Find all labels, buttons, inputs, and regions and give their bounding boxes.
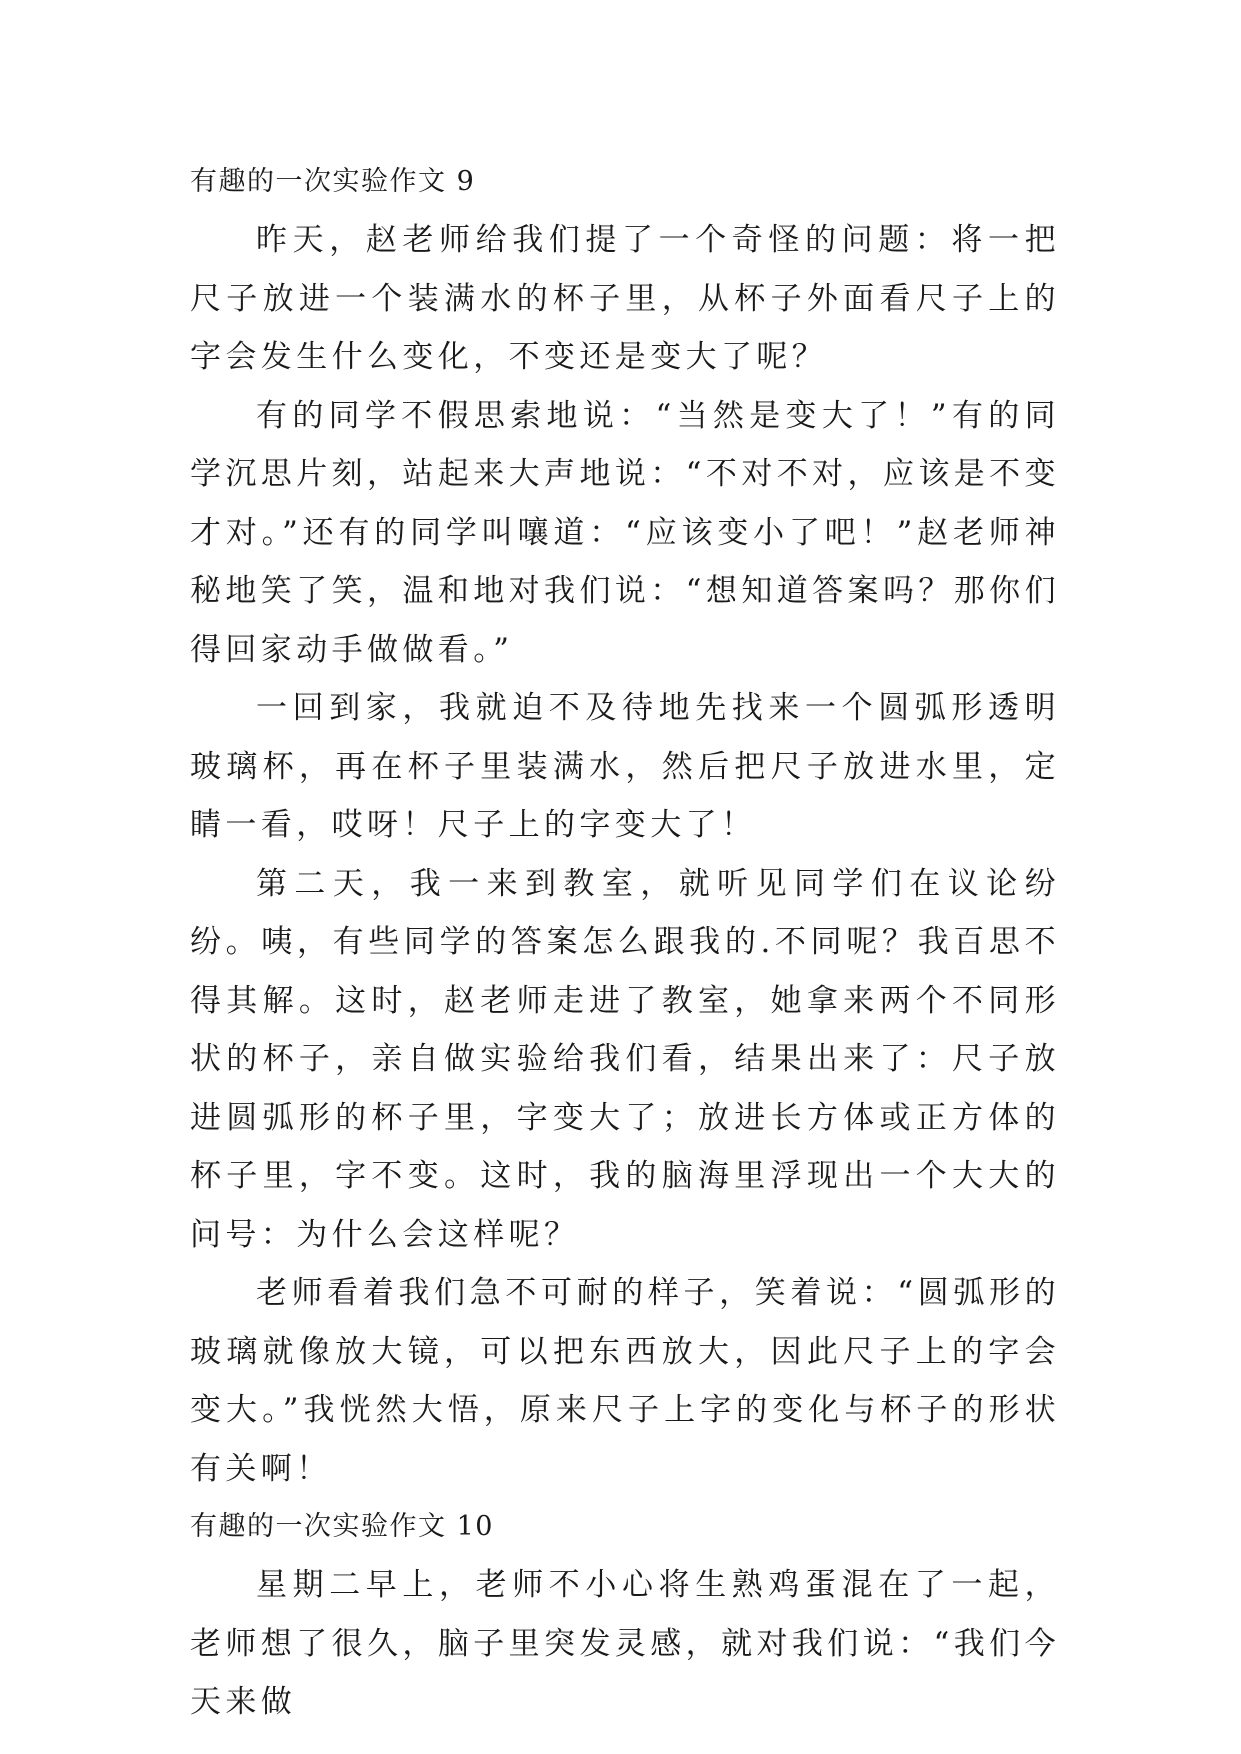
document-content <box>190 153 1060 1732</box>
paragraph: 一回到家，我就迫不及待地先找来一个圆弧形透明玻璃杯，再在杯子里装满水，然后把尺子放进水里，定睛一看，哎呀！尺子上的字变大了！ <box>190 690 1060 843</box>
paragraph: 第二天，我一来到教室，就听见同学们在议论纷纷。咦，有些同学的答案怎么跟我的.不同呢？我百思不得其解。这时，赵老师走进了教室，她拿来两个不同形状的杯子，亲自做实验给我们看，结果出来了：尺子放进圆弧形的杯子里，字变大了；放进长方体或正方体的杯子里，字不变。这时，我的脑海里浮现出一个大大的问号：为什么会这样呢？ <box>190 865 1060 1253</box>
paragraph: 老师看着我们急不可耐的样子，笑着说：“圆弧形的玻璃就像放大镜，可以把东西放大，因此尺子上的字会变大。”我恍然大悟，原来尺子上字的变化与杯子的形状有关啊！ <box>190 1275 1060 1487</box>
essay-section <box>190 1498 1060 1732</box>
paragraph: 昨天，赵老师给我们提了一个奇怪的问题：将一把尺子放进一个装满水的杯子里，从杯子外面看尺子上的字会发生什么变化，不变还是变大了呢？ <box>190 222 1060 375</box>
essay-title: 有趣的一次实验作文 9 <box>190 166 476 197</box>
essay-title: 有趣的一次实验作文 10 <box>190 1511 494 1542</box>
essay-section <box>190 153 1060 1498</box>
paragraph: 有的同学不假思索地说：“当然是变大了！”有的同学沉思片刻，站起来大声地说：“不对不对，应该是不变才对。”还有的同学叫嚷道：“应该变小了吧！”赵老师神秘地笑了笑，温和地对我们说：“想知道答案吗？那你们得回家动手做做看。” <box>190 397 1060 668</box>
paragraph: 星期二早上，老师不小心将生熟鸡蛋混在了一起，老师想了很久，脑子里突发灵感，就对我们说：“我们今天来做 <box>190 1567 1060 1720</box>
